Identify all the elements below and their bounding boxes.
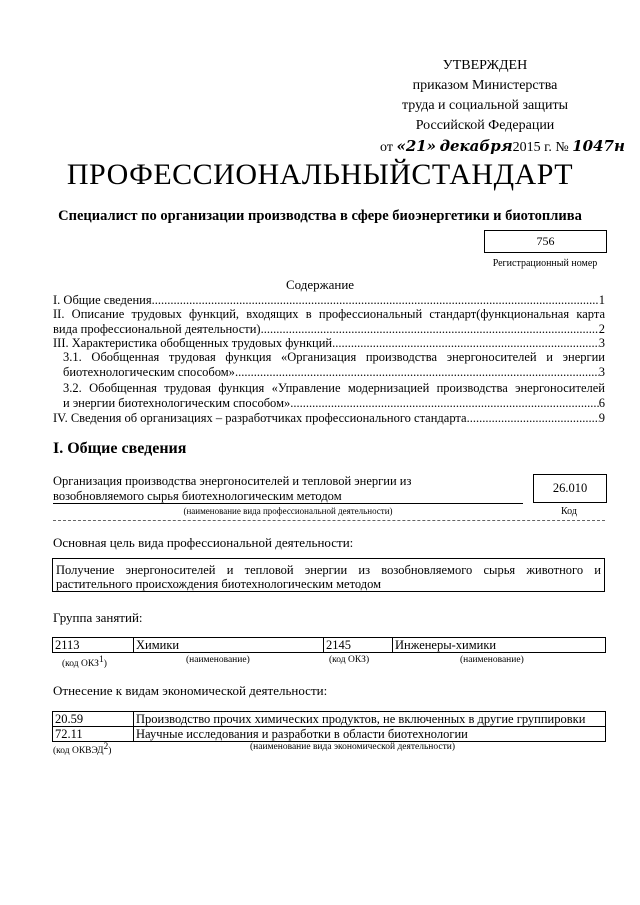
date-prefix: от: [380, 140, 393, 155]
column-label: (наименование): [186, 655, 250, 665]
toc-item[interactable]: [63, 381, 605, 396]
toc-item-text: I. Общие сведения: [53, 293, 152, 307]
toc-item-continued[interactable]: [53, 365, 605, 380]
toc-item-text: вида профессиональной деятельности): [53, 321, 261, 336]
date-month: декабря: [439, 137, 513, 155]
table-cell: Научные исследования и разработки в области биотехнологии: [134, 727, 606, 742]
activity-name: [53, 474, 443, 504]
column-label-text: (код ОКЗ: [62, 659, 99, 670]
document-title: ПРОФЕССИОНАЛЬНЫЙСТАНДАРТ: [66, 158, 574, 191]
column-label: (код ОКЗ): [329, 655, 370, 665]
eco-activity-table: [52, 711, 606, 742]
activity-code-box: 26.010: [533, 474, 607, 503]
toc-item-text: II. Описание трудовых функций, входящих в профессиональный стандарт(функциональная карта: [53, 307, 605, 321]
toc-item-page: 6: [598, 396, 605, 410]
toc-item-text: IV. Сведения об организациях – разработчиках профессионального стандарта: [53, 411, 467, 425]
toc-leader: [332, 336, 599, 351]
toc-item[interactable]: [53, 336, 605, 351]
date-year: 2015 г. №: [512, 140, 569, 155]
toc-item-page: 2: [598, 321, 605, 336]
toc-item[interactable]: [53, 411, 605, 426]
activity-name-label: (наименование вида профессиональной деятельности): [183, 506, 393, 516]
toc-item-text: 3.1. Обобщенная трудовая функция «Организация производства энергоносителей и энергии: [63, 350, 605, 364]
toc-item[interactable]: [53, 307, 605, 336]
table-cell: 72.11: [53, 727, 134, 742]
group-label: Группа занятий:: [53, 610, 143, 625]
approval-line: приказом Министерства: [412, 78, 558, 93]
toc-leader: [152, 293, 599, 308]
registration-number-box: 756: [484, 230, 607, 253]
toc-item[interactable]: [63, 350, 605, 365]
approval-line: Российской Федерации: [415, 118, 555, 133]
toc-item-page: 3: [598, 365, 605, 379]
toc-item-text: биотехнологическим способом»: [63, 365, 235, 379]
column-label: (наименование вида экономической деятельности): [250, 742, 455, 752]
footnote-mark: 2: [103, 742, 109, 752]
toc-item-text: 3.2. Обобщенная трудовая функция «Управление модернизацией производства энергоносителей: [63, 381, 605, 395]
approval-block: [380, 56, 625, 158]
table-cell: 2145: [324, 638, 393, 653]
toc-leader: [467, 411, 599, 426]
goal-label: Основная цель вида профессиональной деятельности:: [53, 535, 354, 550]
table-cell: Производство прочих химических продуктов, не включенных в другие группировки: [134, 712, 606, 727]
toc-item-page: 1: [598, 293, 605, 307]
section-heading: I. Общие сведения: [53, 440, 187, 457]
table-cell: 20.59: [53, 712, 134, 727]
date-day: «21»: [396, 137, 437, 155]
eco-activity-label: Отнесение к видам экономической деятельности:: [53, 683, 328, 698]
footnote-mark: 1: [98, 655, 104, 665]
table-cell: Инженеры-химики: [393, 638, 606, 653]
toc-leader: [235, 365, 599, 380]
table-cell: Химики: [134, 638, 324, 653]
column-label: (код ОКЗ$^1$): [62, 655, 107, 670]
toc-item-page: 3: [598, 336, 605, 350]
activity-code-label: Код: [561, 506, 577, 517]
toc-leader: [261, 322, 599, 337]
divider: [53, 503, 523, 504]
approval-line: УТВЕРЖДЕН: [442, 58, 528, 73]
toc-heading: Содержание: [285, 277, 355, 292]
approval-line: труда и социальной защиты: [402, 98, 568, 113]
table-cell: 2113: [53, 638, 134, 653]
column-label: (наименование): [460, 655, 524, 665]
divider: [53, 520, 605, 521]
column-label: (код ОКВЭД$^2$): [53, 742, 112, 757]
toc-leader: [290, 396, 599, 411]
table-row: [53, 727, 606, 742]
order-number: 1047н: [572, 137, 625, 155]
toc-item[interactable]: [53, 293, 605, 308]
table-row: [53, 638, 606, 653]
table-row: [53, 712, 606, 727]
toc-item-page: 9: [598, 411, 605, 425]
registration-number-label: Регистрационный номер: [492, 258, 598, 269]
activity-name-line: Организация производства энергоносителей и тепловой энергии из: [53, 474, 412, 488]
document-subtitle: Специалист по организации производства в сфере биоэнергетики и биотоплива: [58, 208, 582, 224]
activity-name-line: возобновляемого сырья биотехнологическим методом: [53, 489, 342, 503]
occupation-group-table: [52, 637, 606, 653]
toc-item-text: III. Характеристика обобщенных трудовых функций: [53, 336, 333, 350]
column-label-text: (код ОКВЭД: [53, 746, 104, 757]
toc-item-continued[interactable]: [53, 396, 605, 411]
goal-text-box: Получение энергоносителей и тепловой энергии из возобновляемого сырья животного и растительного происхождения биотехнологическим методом: [52, 558, 605, 592]
toc-item-text: и энергии биотехнологическим способом»: [63, 396, 291, 410]
approval-date-line: [380, 136, 625, 158]
